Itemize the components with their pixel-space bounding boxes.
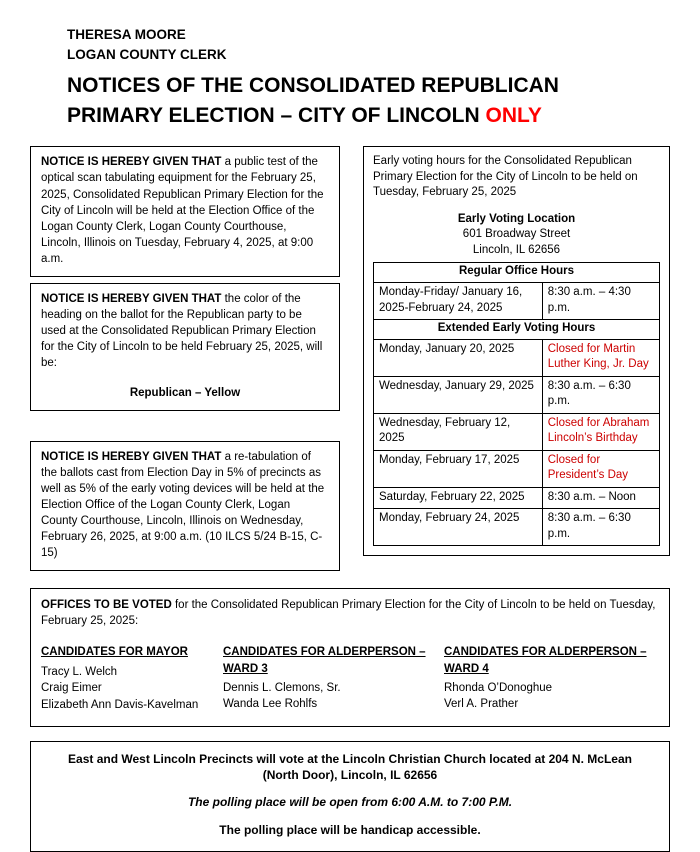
candidates-header: CANDIDATES FOR MAYOR	[41, 646, 188, 659]
notice-retabulation-text: a re-tabulation of the ballots cast from Election Day in 5% of precincts as well as 5% of the early voting devices will be held at the Election Office of the Logan County Clerk, Logan County Courthouse, Lincoln, Illinois on Wednesday, February 26, 2025, at 9:00 a.m. (10 ILCS 5/24 B-15, C-15)	[41, 450, 325, 560]
extended-hours-header: Extended Early Voting Hours	[374, 320, 660, 340]
page-title	[67, 71, 642, 132]
ballot-color-value: Republican – Yellow	[129, 386, 241, 399]
voting-hours-table	[373, 262, 660, 546]
notice-public-test-box	[30, 146, 340, 277]
candidates-header: CANDIDATES FOR ALDERPERSON – WARD 4	[444, 646, 647, 675]
candidates-header: CANDIDATES FOR ALDERPERSON – WARD 3	[223, 646, 426, 675]
table-row	[374, 450, 660, 487]
candidate-name: Wanda Lee Rohlfs	[223, 698, 318, 711]
table-row	[374, 509, 660, 546]
candidates-column-ward4	[444, 644, 659, 713]
hours-cell: Closed for Abraham Lincoln’s Birthday	[542, 413, 659, 450]
right-column	[363, 146, 670, 556]
header	[30, 25, 670, 131]
regular-hours-header: Regular Office Hours	[374, 263, 660, 283]
two-column-area	[30, 146, 670, 571]
early-voting-intro: Early voting hours for the Consolidated Republican Primary Election for the City of Lincoln to be held on Tuesday, February 25, 2025	[373, 155, 638, 199]
page-title-only-highlight: ONLY	[485, 103, 542, 127]
candidate-name: Elizabeth Ann Davis-Kavelman	[41, 698, 199, 711]
notice-retabulation-box	[30, 441, 340, 572]
early-voting-location-title: Early Voting Location	[457, 212, 576, 225]
candidates-column-ward3	[223, 644, 444, 713]
candidate-name: Verl A. Prather	[444, 698, 519, 711]
hours-cell: 8:30 a.m. – 4:30 p.m.	[542, 282, 659, 319]
polling-accessible-line: The polling place will be handicap accessible.	[219, 822, 481, 837]
page-title-text: NOTICES OF THE CONSOLIDATED REPUBLICAN PRIMARY ELECTION – CITY OF LINCOLN	[67, 73, 559, 127]
early-voting-address-line2: Lincoln, IL 62656	[472, 243, 561, 256]
hours-cell: 8:30 a.m. – 6:30 p.m.	[542, 376, 659, 413]
date-cell: Monday, February 24, 2025	[374, 509, 543, 546]
offices-intro-lead: OFFICES TO BE VOTED	[41, 599, 172, 612]
clerk-name: THERESA MOORE	[67, 27, 186, 42]
notice-ballot-color-text: the color of the heading on the ballot for the Republican party to be used at the Consolidated Republican Primary Election for the City of Lincoln to be held February 25, 2025, will be:	[41, 293, 323, 370]
date-cell: Saturday, February 22, 2025	[374, 487, 543, 509]
date-cell: Wednesday, February 12, 2025	[374, 413, 543, 450]
table-row	[374, 339, 660, 376]
hours-cell: 8:30 a.m. – 6:30 p.m.	[542, 509, 659, 546]
offices-to-be-voted-box	[30, 588, 670, 726]
notice-lead: NOTICE IS HEREBY GIVEN THAT	[41, 156, 222, 169]
notice-retabulation-paragraph	[41, 449, 329, 562]
candidate-name: Craig Eimer	[41, 682, 102, 695]
offices-intro-paragraph	[41, 597, 659, 629]
early-voting-box	[363, 146, 670, 556]
table-row	[374, 413, 660, 450]
extended-hours-header-row	[374, 320, 660, 340]
date-cell: Monday, January 20, 2025	[374, 339, 543, 376]
polling-place-box	[30, 741, 670, 852]
clerk-title: LOGAN COUNTY CLERK	[67, 47, 227, 63]
notice-public-test-paragraph	[41, 154, 329, 267]
regular-hours-header-row	[374, 263, 660, 283]
date-cell: Monday, February 17, 2025	[374, 450, 543, 487]
candidate-name: Rhonda O’Donoghue	[444, 681, 553, 694]
polling-location-line: East and West Lincoln Precincts will vote at the Lincoln Christian Church located at 204 N. McLean (North Door), Lincoln, IL 62656	[68, 751, 632, 783]
early-voting-address-line1: 601 Broadway Street	[462, 228, 571, 241]
hours-cell: Closed for Martin Luther King, Jr. Day	[542, 339, 659, 376]
table-row	[374, 376, 660, 413]
candidates-column-mayor	[41, 644, 223, 713]
offices-intro-text: for the Consolidated Republican Primary Election for the City of Lincoln to be held on Tuesday, February 25, 2025:	[41, 599, 656, 628]
notice-public-test-text: a public test of the optical scan tabulating equipment for the February 25, 2025, Consolidated Republican Primary Election for the City of Lincoln will be held at the Election Office of the Logan County Clerk, Logan County Courthouse, Lincoln, Illinois on Tuesday, February 4, 2025, at 9:00 a.m.	[41, 156, 324, 265]
date-cell: Monday-Friday/ January 16, 2025-February 24, 2025	[374, 282, 543, 319]
hours-cell: 8:30 a.m. – Noon	[542, 487, 659, 509]
hours-cell: Closed for President’s Day	[542, 450, 659, 487]
notice-ballot-color-paragraph	[41, 291, 329, 371]
left-column	[30, 146, 340, 571]
table-row	[374, 487, 660, 509]
candidate-columns	[41, 644, 659, 713]
date-cell: Wednesday, January 29, 2025	[374, 376, 543, 413]
table-row	[374, 282, 660, 319]
polling-hours-line: The polling place will be open from 6:00 A.M. to 7:00 P.M.	[187, 795, 513, 810]
candidate-name: Tracy L. Welch	[41, 665, 118, 678]
notice-lead: NOTICE IS HEREBY GIVEN THAT	[41, 450, 222, 463]
candidate-name: Dennis L. Clemons, Sr.	[223, 681, 341, 694]
notice-ballot-color-box	[30, 283, 340, 411]
notice-lead: NOTICE IS HEREBY GIVEN THAT	[41, 293, 222, 306]
